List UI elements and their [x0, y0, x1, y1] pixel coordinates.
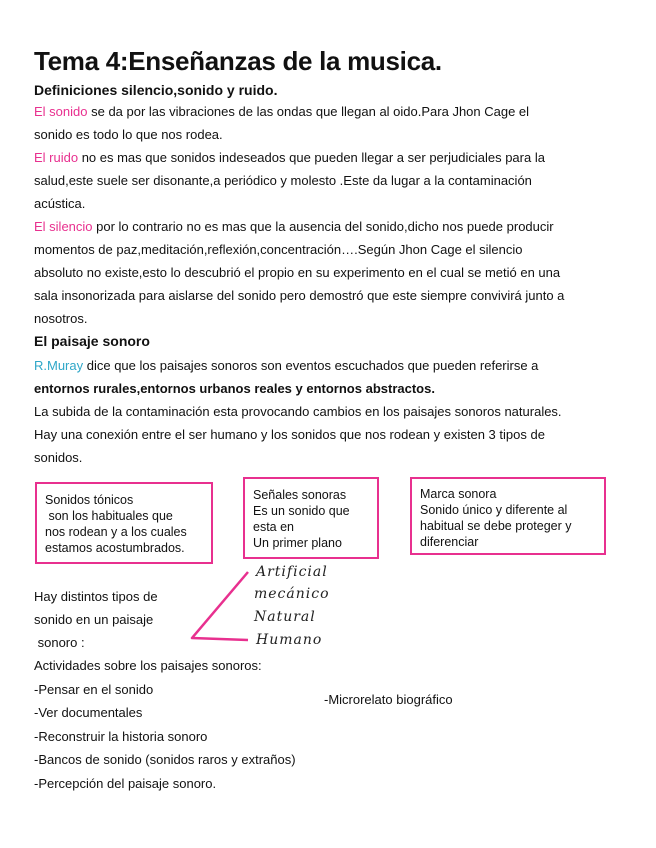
- handwritten-humano: Humano: [256, 632, 323, 648]
- box-senales-line: Un primer plano: [253, 536, 342, 550]
- silencio-line-1: [34, 215, 634, 238]
- paisaje-heading: El paisaje sonoro: [34, 333, 150, 349]
- handwritten-mecanico: mecánico: [254, 586, 330, 602]
- silencio-line-5: nosotros.: [34, 311, 88, 326]
- box-tonicos-line: son los habituales que: [45, 509, 173, 523]
- sonido-text: se da por las vibraciones de las ondas que llegan al oido.Para Jhon Cage el: [87, 104, 530, 119]
- list-item: -Percepción del paisaje sonoro.: [34, 775, 217, 791]
- ruido-line-3: acústica.: [34, 196, 86, 211]
- microrelato-item: -Microrelato biográfico: [324, 692, 453, 707]
- paisaje-line-1: [34, 354, 634, 377]
- ruido-line-2: salud,este suele ser disonante,a periódico y molesto .Este da lugar a la contaminación: [34, 173, 532, 188]
- box-marca-line: Marca sonora: [420, 487, 497, 501]
- handwritten-artificial: Artificial: [256, 564, 328, 580]
- list-item: -Bancos de sonido (sonidos raros y extraños): [34, 752, 296, 767]
- list-item: -Pensar en el sonido: [34, 681, 154, 697]
- list-item: -Reconstruir la historia sonoro: [34, 728, 208, 744]
- box-senales-line: Señales sonoras: [253, 488, 347, 502]
- box-marca-sonora: [410, 477, 606, 555]
- tipos-line-2: sonido en un paisaje: [34, 612, 154, 627]
- silencio-text: por lo contrario no es mas que la ausencia del sonido,dicho nos puede producir: [92, 219, 554, 234]
- tipos-line-3: sonoro :: [34, 635, 85, 650]
- box-senales-sonoras: [243, 477, 379, 559]
- tipos-line-1: Hay distintos tipos de: [34, 589, 158, 604]
- box-tonicos-line: nos rodean y a los cuales: [45, 525, 187, 539]
- box-tonicos-line: Sonidos tónicos: [45, 493, 134, 507]
- definitions-heading: Definiciones silencio,sonido y ruido.: [34, 82, 278, 98]
- ruido-term: El ruido: [34, 150, 79, 165]
- sonido-term: El sonido: [34, 104, 88, 119]
- definitions-text: [34, 100, 634, 330]
- actividades-heading: Actividades sobre los paisajes sonoros:: [34, 658, 262, 673]
- silencio-line-2: momentos de paz,meditación,reflexión,concentración….Según Jhon Cage el silencio: [34, 242, 523, 257]
- box-senales-line: esta en: [253, 520, 295, 534]
- box-marca-line: diferenciar: [420, 535, 479, 549]
- box-marca-line: habitual se debe proteger y: [420, 519, 572, 533]
- ruido-text: no es mas que sonidos indeseados que pueden llegar a ser perjudiciales para la: [78, 150, 545, 165]
- ruido-line-1: [34, 146, 634, 169]
- paisaje-line-4: Hay una conexión entre el ser humano y los sonidos que nos rodean y existen 3 tipos de: [34, 427, 545, 442]
- sonido-line-1: [34, 100, 634, 123]
- actividades-list: [34, 654, 354, 795]
- box-sonidos-tonicos: [35, 482, 213, 564]
- box-marca-line: Sonido único y diferente al: [420, 503, 568, 517]
- bracket-connector: [186, 566, 256, 646]
- silencio-line-3: absoluto no existe,esto lo descubrió el propio en su experimento en el cual se metió en una: [34, 265, 561, 280]
- silencio-line-4: sala insonorizada para aislarse del sonido pero demostró que este siempre convivirá junto a: [34, 288, 565, 303]
- box-tonicos-line: estamos acostumbrados.: [45, 541, 185, 555]
- handwritten-natural: Natural: [254, 609, 316, 625]
- box-senales-line: Es un sonido que: [253, 504, 350, 518]
- paisaje-line-2: entornos rurales,entornos urbanos reales y entornos abstractos.: [34, 381, 435, 396]
- paisaje-text: [34, 354, 634, 469]
- sonido-line-2: sonido es todo lo que nos rodea.: [34, 127, 223, 142]
- silencio-term: El silencio: [34, 219, 93, 234]
- author-name: R.Muray: [34, 358, 84, 373]
- paisaje-line-5: sonidos.: [34, 450, 83, 465]
- list-item: -Ver documentales: [34, 705, 143, 720]
- paisaje-text-1: dice que los paisajes sonoros son eventos escuchados que pueden referirse a: [83, 358, 539, 373]
- page-title: Tema 4:Enseñanzas de la musica.: [34, 46, 442, 76]
- paisaje-line-3: La subida de la contaminación esta provocando cambios en los paisajes sonoros naturales.: [34, 404, 562, 419]
